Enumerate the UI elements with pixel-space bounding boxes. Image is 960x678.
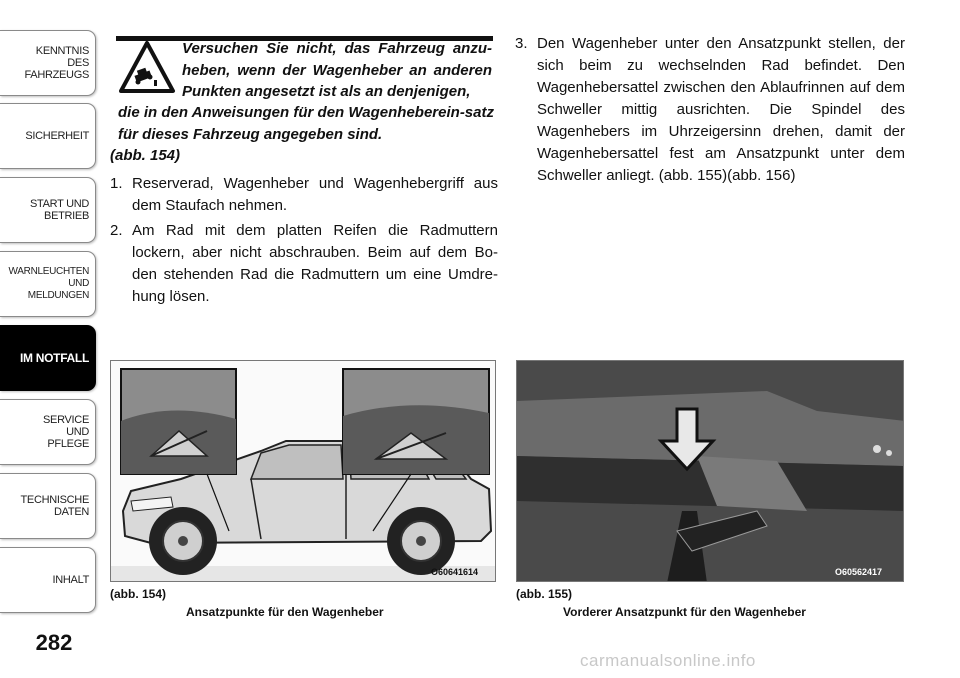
tab-technische-daten[interactable] xyxy=(0,473,96,539)
step-text: Am Rad mit dem platten Reifen die Radmuttern lockern, aber nicht abschrauben. Beim auf dem Bo-den stehenden Rad die Radmuttern um eine Umdre-hung lösen. xyxy=(132,222,498,305)
tab-sicherheit[interactable] xyxy=(0,103,96,169)
tab-warnleuchten[interactable] xyxy=(0,251,96,317)
page-number: 282 xyxy=(35,630,73,655)
tab-im-notfall[interactable] xyxy=(0,325,96,391)
figure-154-car-jack-points xyxy=(110,360,496,582)
tab-inhalt[interactable] xyxy=(0,547,96,613)
warning-triangle-car-icon xyxy=(118,40,176,94)
step-2 xyxy=(110,220,498,308)
figure-155-ref: (abb. 155) xyxy=(516,587,573,601)
figure-code: O60641614 xyxy=(431,567,479,577)
step-1 xyxy=(110,173,498,217)
tab-label: SERVICE UND PFLEGE xyxy=(43,414,89,450)
tab-start-und-betrieb[interactable] xyxy=(0,177,96,243)
tab-label: SICHERHEIT xyxy=(25,130,89,142)
step-text: Den Wagenheber unter den Ansatzpunkt stellen, der sich beim zu wechselnden Rad befindet. Den Wagenhebersattel zwischen den Ablaufrinnen auf dem Schweller mittig ausrichten. Die Spindel des Wagenhebers im Uhrzeigersinn drehen, damit der Wagenhebersattel fest am Ansatzpunkt unter dem Schweller anliegt. (abb. 155)(abb. 156) xyxy=(537,35,905,184)
tab-label: INHALT xyxy=(52,574,89,586)
tab-label: START UND BETRIEB xyxy=(29,198,89,222)
car-illustration xyxy=(111,361,496,582)
warning-text-2: die in den Anweisungen für den Wagenheberein-satz für dieses Fahrzeug angegeben sind. xyxy=(118,104,494,143)
figure-code: O60562417 xyxy=(835,567,883,577)
watermark: carmanualsonline.info xyxy=(580,651,756,670)
step-number: 2. xyxy=(110,222,123,239)
step-number: 1. xyxy=(110,175,123,192)
underbody-photo xyxy=(517,361,904,582)
figure-reference: (abb. 154) xyxy=(110,147,181,164)
tab-kenntnis-des-fahrzeugs[interactable] xyxy=(0,30,96,96)
tab-label: WARNLEUCHTEN UND MELDUNGEN xyxy=(8,266,89,301)
step-3 xyxy=(515,33,905,187)
warning-text-1: Versuchen Sie nicht, das Fahrzeug anzu-heben, wenn der Wagenheber an anderen Punkten angesetzt ist als an denjenigen, xyxy=(182,40,492,100)
step-number: 3. xyxy=(515,35,528,52)
figure-155-front-jack-point xyxy=(516,360,904,582)
figure-154-ref: (abb. 154) xyxy=(110,587,167,601)
step-text: Reserverad, Wagenheber und Wagenhebergriff aus dem Staufach nehmen. xyxy=(132,175,498,214)
figure-155-caption: Vorderer Ansatzpunkt für den Wagenheber xyxy=(563,605,806,619)
tab-label: TECHNISCHE DATEN xyxy=(20,494,89,518)
tab-label: KENNTNIS DES FAHRZEUGS xyxy=(24,45,89,81)
tab-service-und-pflege[interactable] xyxy=(0,399,96,465)
tab-label: IM NOTFALL xyxy=(20,351,89,365)
figure-154-caption: Ansatzpunkte für den Wagenheber xyxy=(186,605,384,619)
